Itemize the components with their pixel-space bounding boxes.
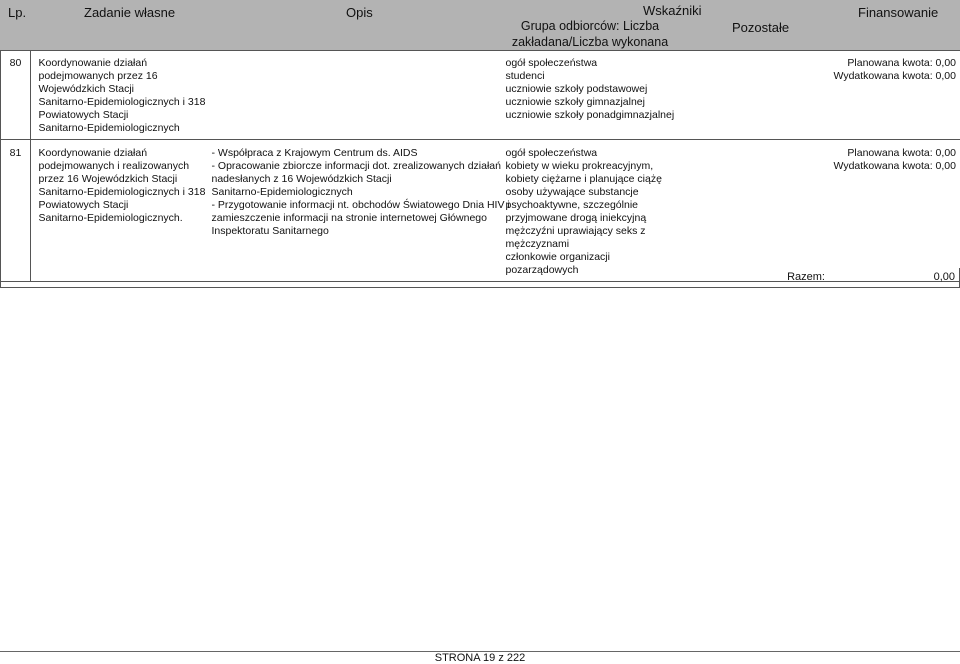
text-line: przyjmowane drogą iniekcyjną: [506, 212, 696, 225]
row-finansowanie: [826, 140, 960, 282]
text-line: członkowie organizacji: [506, 251, 696, 264]
text-line: Wojewódzkich Stacji: [39, 83, 212, 96]
row-zadanie: [39, 140, 212, 282]
header-lp: Lp.: [8, 5, 26, 20]
header-wskazniki: Wskaźniki: [643, 3, 702, 18]
text-line: osoby używające substancje: [506, 186, 696, 199]
table-row: [1, 140, 960, 282]
page-footer: STRONA 19 z 222: [0, 651, 960, 664]
text-line: Sanitarno-Epidemiologicznych: [39, 122, 212, 135]
text-line: - Współpraca z Krajowym Centrum ds. AIDS: [212, 147, 506, 160]
text-line: Sanitarno-Epidemiologicznych.: [39, 212, 212, 225]
text-line: Inspektoratu Sanitarnego: [212, 225, 506, 238]
text-line: uczniowie szkoły gimnazjalnej: [506, 96, 696, 109]
text-line: Wydatkowana kwota: 0,00: [826, 70, 957, 83]
header-finansowanie: Finansowanie: [858, 5, 938, 20]
row-pozostale: [696, 140, 826, 282]
text-line: ogół społeczeństwa: [506, 57, 696, 70]
total-value: 0,00: [934, 271, 955, 283]
row-opis: [212, 140, 506, 282]
text-line: psychoaktywne, szczególnie: [506, 199, 696, 212]
text-line: podejmowanych przez 16: [39, 70, 212, 83]
text-line: mężczyźni uprawiający seks z: [506, 225, 696, 238]
row-opis: [212, 50, 506, 140]
text-line: Sanitarno-Epidemiologicznych: [212, 186, 506, 199]
text-line: pozarządowych: [506, 264, 696, 277]
text-line: mężczyznami: [506, 238, 696, 251]
total-label: Razem:: [787, 271, 825, 283]
table-header: [0, 0, 960, 51]
text-line: - Przygotowanie informacji nt. obchodów Światowego Dnia HIV i: [212, 199, 506, 212]
total-row: [0, 268, 960, 288]
row-grupa-odbiorcow: [506, 50, 696, 140]
text-line: - Opracowanie zbiorcze informacji dot. zrealizowanych działań: [212, 160, 506, 173]
text-line: Sanitarno-Epidemiologicznych i 318: [39, 96, 212, 109]
row-grupa-odbiorcow: [506, 140, 696, 282]
text-line: przez 16 Wojewódzkich Stacji: [39, 173, 212, 186]
text-line: Planowana kwota: 0,00: [826, 147, 957, 160]
text-line: nadesłanych z 16 Wojewódzkich Stacji: [212, 173, 506, 186]
row-pozostale: [696, 50, 826, 140]
text-line: ogół społeczeństwa: [506, 147, 696, 160]
row-lp: 80: [1, 50, 31, 140]
text-line: Powiatowych Stacji: [39, 199, 212, 212]
text-line: Sanitarno-Epidemiologicznych i 318: [39, 186, 212, 199]
text-line: podejmowanych i realizowanych: [39, 160, 212, 173]
table-row: [1, 50, 960, 140]
text-line: Koordynowanie działań: [39, 147, 212, 160]
text-line: kobiety w wieku prokreacyjnym,: [506, 160, 696, 173]
text-line: zamieszczenie informacji na stronie internetowej Głównego: [212, 212, 506, 225]
text-line: studenci: [506, 70, 696, 83]
row-lp: 81: [1, 140, 31, 282]
header-pozostale: Pozostałe: [732, 20, 789, 35]
tasks-table: [0, 50, 960, 282]
text-line: kobiety ciężarne i planujące ciążę: [506, 173, 696, 186]
header-grupa-odbiorcow: Grupa odbiorców: Liczba zakładana/Liczba wykonana: [505, 18, 675, 50]
header-zadanie: Zadanie własne: [84, 5, 175, 20]
header-opis: Opis: [346, 5, 373, 20]
text-line: uczniowie szkoły ponadgimnazjalnej: [506, 109, 696, 122]
row-finansowanie: [826, 50, 960, 140]
text-line: Powiatowych Stacji: [39, 109, 212, 122]
text-line: Planowana kwota: 0,00: [826, 57, 957, 70]
text-line: Koordynowanie działań: [39, 57, 212, 70]
row-zadanie: [39, 50, 212, 140]
text-line: Wydatkowana kwota: 0,00: [826, 160, 957, 173]
text-line: uczniowie szkoły podstawowej: [506, 83, 696, 96]
